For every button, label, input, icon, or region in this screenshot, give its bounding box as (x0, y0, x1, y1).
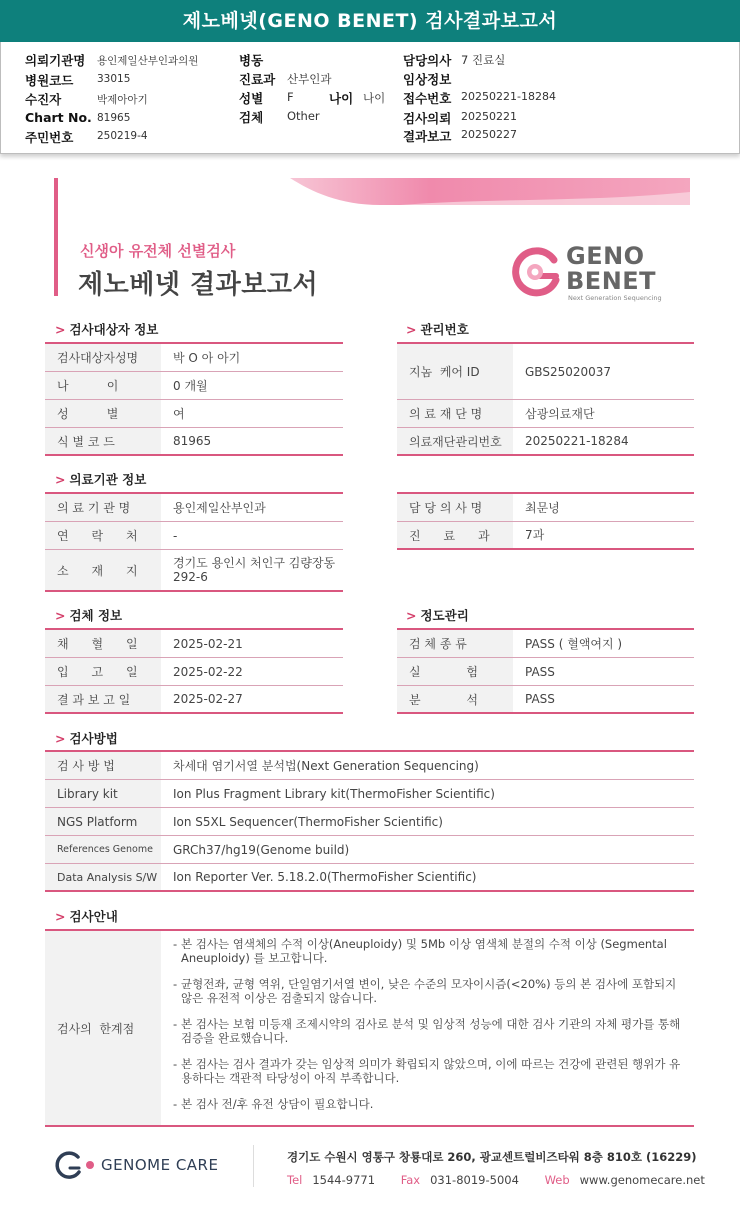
table-row (397, 344, 694, 400)
specimen-table (45, 628, 343, 714)
row-value: 0 개월 (173, 378, 208, 393)
row-value: PASS ( 혈액여지 ) (525, 636, 623, 651)
geno-benet-mark-icon (510, 246, 562, 298)
section-heading-guide: > 검사안내 (55, 909, 118, 924)
value-sex: F (287, 90, 294, 104)
footer-logo-text: GENOME CARE (101, 1156, 219, 1174)
value-test-request: 20250221 (461, 110, 517, 123)
table-row (397, 630, 694, 658)
value-doctor: 7 진료실 (461, 53, 506, 67)
table-row (45, 864, 694, 892)
row-label: 분 석 (397, 686, 513, 712)
table-row (45, 494, 343, 522)
label-test-request: 검사의뢰 (403, 111, 452, 126)
label-sex: 성별 (239, 91, 264, 106)
row-label: 결 과 보 고 일 (45, 686, 161, 712)
list-item: - 본 검사는 검사 결과가 갖는 임상적 의미가 확립되지 않았으며, 이에 따르는 건강에 관련된 행위가 유용하다는 객관적 타당성이 아직 부족합니다. (173, 1057, 684, 1085)
row-value: Ion Plus Fragment Library kit(ThermoFisher Scientific) (173, 786, 495, 801)
footer-divider (253, 1145, 254, 1187)
row-value: 삼광의료재단 (525, 406, 595, 421)
tel-value: 1544-9771 (312, 1173, 376, 1187)
row-value: 20250221-18284 (525, 434, 629, 448)
value-specimen: Other (287, 109, 320, 123)
row-value: 2025-02-21 (173, 636, 243, 651)
document-title: 제노베넷(GENO BENET) 검사결과보고서 (0, 0, 740, 42)
label-department: 진료과 (239, 72, 276, 87)
row-label: 채 혈 일 (45, 630, 161, 657)
pink-banner-decoration (290, 178, 690, 205)
label-doctor: 담당의사 (403, 53, 452, 68)
table-row (397, 686, 694, 714)
row-value: 2025-02-27 (173, 692, 243, 706)
institution-table (45, 492, 343, 592)
list-item: - 본 검사는 보험 미등재 조제시약의 검사로 분석 및 임상적 성능에 대한 검사 기관의 자체 평가를 통해 검증을 완료했습니다. (173, 1017, 684, 1045)
report-title: 제노베넷 결과보고서 (78, 270, 319, 300)
row-label: Data Analysis S/W (45, 864, 161, 890)
row-label: 성 별 (45, 400, 161, 427)
genome-care-logo (53, 1150, 253, 1180)
table-row (45, 344, 343, 372)
table-row (45, 522, 343, 550)
table-row (45, 630, 343, 658)
label-patient: 수진자 (25, 92, 62, 107)
row-value: Ion Reporter Ver. 5.18.2.0(ThermoFisher Scientific) (173, 870, 477, 884)
header-info-panel (0, 42, 740, 154)
row-value: 최문녕 (525, 500, 560, 515)
label-resident-no: 주민번호 (25, 130, 74, 145)
label-result-report: 결과보고 (403, 129, 452, 144)
row-value: - (173, 528, 178, 543)
row-label: 검 체 종 류 (397, 630, 513, 657)
table-row (45, 752, 694, 780)
row-value: PASS (525, 692, 555, 706)
list-item: - 본 검사는 염색체의 수적 이상(Aneuploidy) 및 5Mb 이상 염색체 분절의 수적 이상 (Segmental Aneuploidy) 를 보고합니다. (173, 937, 684, 965)
value-receipt-no: 20250221-18284 (461, 90, 556, 103)
list-item: - 균형전좌, 균형 역위, 단일염기서열 변이, 낮은 수준의 모자이시즘(<20%) 등의 본 검사에 포함되지 않은 유전적 이상은 검출되지 않습니다. (173, 977, 684, 1005)
value-department: 산부인과 (287, 72, 332, 86)
fax-value: 031-8019-5004 (430, 1173, 519, 1187)
row-value: 경기도 용인시 처인구 김량장동 292-6 (173, 556, 336, 584)
footer-address: 경기도 수원시 영통구 창룡대로 260, 광교센트럴비즈타워 8층 810호 (16229) (287, 1150, 697, 1164)
row-label: 나 이 (45, 372, 161, 399)
footer-contact (287, 1173, 727, 1187)
table-row (397, 494, 694, 522)
row-label: 지놈 케어 ID (397, 344, 513, 399)
value-resident-no: 250219-4 (97, 130, 148, 142)
label-age: 나이 (329, 91, 354, 106)
logo-line-1: GENO (566, 242, 645, 270)
row-value: 차세대 염기서열 분석법(Next Generation Sequencing) (173, 758, 479, 773)
row-label: 실 험 (397, 658, 513, 685)
qc-table (397, 628, 694, 714)
value-chart-no: 81965 (97, 112, 131, 124)
genome-care-mark-icon (53, 1150, 97, 1180)
section-heading-institution: > 의료기관 정보 (55, 472, 147, 487)
table-row (397, 400, 694, 428)
limitations-list (161, 931, 694, 1125)
section-heading-management: > 관리번호 (406, 322, 469, 337)
row-label: 입 고 일 (45, 658, 161, 685)
section-heading-qc: > 정도관리 (406, 608, 469, 623)
row-label: 담 당 의 사 명 (397, 494, 513, 521)
table-row (45, 550, 343, 592)
value-requesting-institution: 용인제일산부인과의원 (97, 55, 199, 67)
row-label: 식 별 코 드 (45, 428, 161, 454)
row-value: PASS (525, 664, 555, 679)
row-value: 81965 (173, 434, 212, 448)
value-result-report: 20250227 (461, 128, 517, 141)
list-item: - 본 검사 전/후 유전 상담이 필요합니다. (173, 1097, 684, 1111)
value-age: 나이 (363, 91, 386, 105)
section-heading-specimen: > 검체 정보 (55, 608, 123, 623)
row-value: 용인제일산부인과 (173, 500, 266, 515)
label-clinical-info: 임상정보 (403, 72, 452, 87)
table-row (45, 808, 694, 836)
table-row (45, 400, 343, 428)
row-label: NGS Platform (45, 808, 161, 835)
table-row (45, 780, 694, 808)
table-row (45, 372, 343, 400)
label-receipt-no: 접수번호 (403, 91, 452, 106)
table-row (45, 931, 694, 1127)
label-specimen: 검체 (239, 110, 264, 125)
method-table (45, 750, 694, 892)
limitations-label: 검사의 한계점 (45, 931, 161, 1125)
guide-table (45, 929, 694, 1127)
row-value: GRCh37/hg19(Genome build) (173, 842, 350, 857)
web-link[interactable]: www.genomecare.net (579, 1173, 705, 1187)
value-patient: 박제아아기 (97, 94, 148, 106)
row-label: 소 재 지 (45, 550, 161, 590)
row-value: 박 O 아 아기 (173, 350, 241, 365)
row-label: 의 료 재 단 명 (397, 400, 513, 427)
management-table (397, 342, 694, 456)
row-value: 여 (173, 406, 185, 421)
row-value: 2025-02-22 (173, 664, 243, 679)
row-label: 검 사 방 법 (45, 752, 161, 779)
table-row (397, 658, 694, 686)
label-requesting-institution: 의뢰기관명 (25, 53, 86, 68)
row-label: Library kit (45, 780, 161, 807)
label-ward: 병동 (239, 53, 264, 68)
geno-benet-logo (510, 240, 690, 304)
row-label: References Genome (45, 836, 161, 863)
row-label: 연 락 처 (45, 522, 161, 549)
subject-info-table (45, 342, 343, 456)
row-value: GBS25020037 (525, 364, 612, 379)
section-heading-subject: > 검사대상자 정보 (55, 322, 159, 337)
table-row (45, 686, 343, 714)
logo-line-2: BENET (566, 267, 657, 295)
row-label: 의료재단관리번호 (397, 428, 513, 454)
row-value: 7과 (525, 528, 545, 542)
row-label: 의 료 기 관 명 (45, 494, 161, 521)
row-label: 진 료 과 (397, 522, 513, 548)
label-chart-no: Chart No. (25, 110, 92, 125)
institution-doctor-table (397, 492, 694, 550)
row-label: 검사대상자성명 (45, 344, 161, 371)
table-row (397, 522, 694, 550)
fax-label: Fax (400, 1173, 421, 1187)
tel-label: Tel (287, 1173, 303, 1187)
value-hospital-code: 33015 (97, 73, 131, 85)
table-row (45, 428, 343, 456)
report-subtitle: 신생아 유전체 선별검사 (80, 242, 236, 260)
accent-bar (54, 178, 58, 296)
table-row (45, 658, 343, 686)
web-label: Web (544, 1173, 570, 1187)
table-row (45, 836, 694, 864)
section-heading-method: > 검사방법 (55, 731, 118, 746)
logo-tagline: Next Generation Sequencing (568, 294, 662, 302)
table-row (397, 428, 694, 456)
label-hospital-code: 병원코드 (25, 73, 74, 88)
row-value: Ion S5XL Sequencer(ThermoFisher Scientific) (173, 814, 443, 829)
